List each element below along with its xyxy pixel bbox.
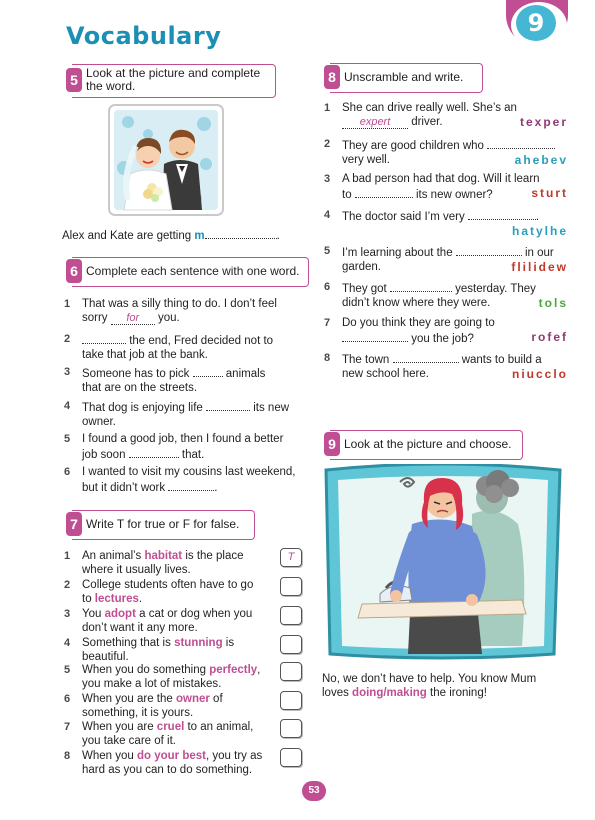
item-number: 4	[64, 637, 71, 649]
item-text: A bad person had that dog. Will it learn	[342, 173, 540, 185]
item-number: 1	[324, 102, 331, 114]
item-text: The doctor said I’m very	[342, 211, 468, 223]
exercise-5-sentence	[62, 228, 280, 244]
exercise-7-item-2	[64, 579, 310, 606]
exercise-8-item-2	[324, 138, 570, 167]
exercise-7-item-4	[64, 637, 310, 664]
item-number: 3	[64, 608, 71, 620]
item-text: .	[535, 211, 540, 223]
item-text: you.	[154, 311, 180, 324]
answer-blank[interactable]	[206, 400, 250, 411]
item-text: You	[82, 608, 105, 620]
highlighted-word: stunning	[174, 637, 223, 649]
highlighted-word: owner	[175, 693, 210, 705]
scrambled-word: flilidew	[511, 259, 568, 274]
item-text: is	[222, 637, 235, 649]
item-number: 6	[64, 466, 71, 478]
item-text: Something that is	[82, 637, 175, 649]
item-text: yesterday. They	[451, 283, 536, 295]
item-text: When you are the	[82, 693, 176, 705]
item-text: That was a silly thing to do. I don’t feel	[82, 298, 277, 310]
item-number: 4	[324, 209, 331, 221]
item-text: Do you think they are going to	[342, 317, 495, 329]
exercise-5-blank[interactable]	[205, 228, 277, 239]
exercise-9-number: 9	[324, 432, 340, 456]
item-number: 3	[64, 366, 71, 378]
highlighted-word: perfectly	[209, 664, 258, 676]
item-text: .	[214, 481, 218, 494]
answer-blank[interactable]	[468, 209, 536, 220]
item-text: didn’t know where they were.	[342, 296, 491, 309]
item-number: 2	[64, 579, 71, 591]
exercise-9-instruction: Look at the picture and choose.	[344, 437, 512, 451]
exercise-7-item-6	[64, 693, 310, 720]
true-false-box[interactable]	[280, 577, 302, 596]
item-text: When you are	[82, 721, 157, 733]
scrambled-word: hatylhe	[511, 223, 568, 238]
exercise-9-line-2-start: loves	[322, 686, 353, 699]
answer-blank[interactable]: expert	[342, 117, 408, 129]
exercise-7-number: 7	[66, 512, 82, 536]
item-text: very well.	[342, 153, 390, 166]
exercise-6-item-6	[64, 466, 314, 495]
exercise-8-instruction: Unscramble and write.	[344, 70, 464, 84]
item-number: 8	[64, 750, 71, 762]
true-false-box[interactable]	[280, 606, 302, 625]
scrambled-word: tols	[538, 295, 568, 310]
exercise-8-item-4	[324, 209, 570, 239]
item-number: 5	[64, 433, 71, 445]
scrambled-word: texper	[519, 114, 568, 129]
item-text: That dog is enjoying life	[82, 402, 207, 414]
item-text: to an animal,	[184, 721, 254, 733]
item-text: , you try as	[206, 750, 263, 762]
answer-blank[interactable]	[342, 331, 408, 342]
item-text: new school here.	[342, 367, 429, 380]
item-text: I wanted to visit my cousins last weekend,	[82, 466, 296, 478]
item-number: 5	[64, 664, 71, 676]
item-number: 3	[324, 173, 331, 185]
true-false-box[interactable]	[280, 748, 302, 767]
item-text: The town	[342, 354, 393, 366]
item-text: don’t want it any more.	[82, 621, 198, 634]
item-text: but it didn’t work	[82, 481, 169, 494]
answer-blank[interactable]	[82, 333, 126, 344]
item-text: its new	[250, 402, 290, 414]
item-text: ,	[257, 664, 261, 676]
scrambled-word: ahebev	[514, 152, 568, 167]
exercise-6-number: 6	[66, 259, 82, 283]
option-doing[interactable]: doing	[352, 686, 384, 699]
item-text: When you	[82, 750, 137, 762]
answer-blank[interactable]	[129, 447, 179, 458]
item-text: garden.	[342, 260, 382, 273]
item-text: to	[342, 188, 355, 201]
item-text: I’m learning about the	[342, 247, 456, 259]
exercise-5-sentence-end: .	[276, 230, 280, 242]
exercise-8-number: 8	[324, 65, 340, 89]
item-text: its new owner?	[412, 188, 493, 201]
exercise-5-number: 5	[66, 68, 82, 92]
exercise-6-item-4	[64, 400, 314, 429]
item-text: to	[82, 592, 95, 605]
item-text: sorry	[82, 311, 111, 324]
item-text: Someone has to pick	[82, 368, 193, 380]
true-false-box[interactable]	[280, 635, 302, 654]
page-number: 53	[302, 781, 326, 801]
item-text: wants to build a	[458, 354, 542, 366]
exercise-6-item-2	[64, 333, 314, 362]
item-text: the end, Fred decided not to	[126, 335, 274, 347]
answer-blank[interactable]	[168, 480, 214, 491]
exercise-7-item-5	[64, 664, 310, 691]
item-number: 6	[324, 281, 331, 293]
exercise-5-instruction: Look at the picture and complete the word.	[86, 66, 261, 93]
item-text: take that job at the bank.	[82, 348, 208, 361]
option-making[interactable]: making	[386, 686, 427, 699]
scrambled-word: niucclo	[511, 366, 568, 381]
exercise-7-item-8	[64, 750, 310, 777]
exercise-9-line-1: No, we don’t have to help. You know Mum	[322, 673, 537, 685]
item-text: They got	[342, 283, 390, 295]
exercise-7-instruction: Write T for true or F for false.	[86, 517, 240, 531]
true-false-box[interactable]	[280, 719, 302, 738]
answer-blank[interactable]	[355, 187, 413, 198]
item-text: is the place	[182, 550, 244, 562]
exercise-6-instruction: Complete each sentence with one word.	[86, 264, 300, 278]
item-text: job soon	[82, 448, 129, 461]
highlighted-word: habitat	[144, 550, 183, 562]
exercise-6-item-3	[64, 366, 314, 395]
item-text: you make a lot of mistakes.	[82, 677, 222, 690]
item-text: When you do something	[82, 664, 210, 676]
item-number: 7	[64, 721, 71, 733]
highlighted-word: adopt	[104, 608, 136, 620]
item-text: you take care of it.	[82, 734, 176, 747]
answer-blank[interactable]	[393, 352, 459, 363]
item-text: .	[138, 592, 143, 605]
exercise-7-item-3	[64, 608, 310, 635]
exercise-9-sentence	[322, 673, 572, 700]
item-text: hard as you can to do something.	[82, 763, 253, 776]
page-title: Vocabulary	[66, 22, 222, 50]
highlighted-word: lectures	[94, 592, 139, 605]
item-text: driver.	[408, 115, 443, 128]
item-text: that.	[178, 448, 205, 461]
item-text: beautiful.	[82, 650, 129, 663]
answer-blank[interactable]	[487, 138, 555, 149]
exercise-8-item-8	[324, 352, 570, 381]
item-number: 5	[324, 245, 331, 257]
item-text: a cat or dog when you	[135, 608, 253, 620]
highlighted-word: do your best	[136, 750, 206, 762]
scrambled-word: sturt	[531, 185, 568, 200]
answer-blank[interactable]	[390, 281, 452, 292]
item-text: owner.	[82, 415, 116, 428]
item-text: animals	[222, 368, 266, 380]
true-false-box[interactable]	[280, 662, 302, 681]
item-number: 2	[64, 333, 71, 345]
exercise-5-letter: m	[194, 230, 205, 242]
exercise-8-item-7	[324, 317, 570, 346]
exercise-8-item-5	[324, 245, 570, 274]
unit-number: 9	[516, 5, 556, 41]
exercise-9-line-2-end: the ironing!	[426, 686, 487, 699]
exercise-5-sentence-start: Alex and Kate are getting	[62, 230, 195, 242]
item-number: 7	[324, 317, 331, 329]
item-text: something, it is yours.	[82, 706, 194, 719]
item-text: you the job?	[408, 332, 474, 345]
item-text: An animal’s	[82, 550, 145, 562]
answer-blank[interactable]	[456, 245, 522, 256]
item-number: 2	[324, 138, 331, 150]
item-number: 1	[64, 550, 71, 562]
answer-blank[interactable]	[193, 366, 223, 377]
scrambled-word: rofef	[531, 329, 568, 344]
item-text: that are on the streets.	[82, 381, 198, 394]
highlighted-word: cruel	[156, 721, 185, 733]
item-number: 8	[324, 352, 331, 364]
wedding-picture	[108, 104, 224, 216]
exercise-8-item-1	[324, 102, 570, 129]
true-false-box[interactable]: T	[280, 548, 302, 567]
exercise-6-item-5	[64, 433, 314, 462]
ironing-picture	[322, 464, 564, 660]
item-text: in our	[521, 247, 554, 259]
item-text: I found a good job, then I found a better	[82, 433, 284, 445]
exercise-7-item-7	[64, 721, 310, 748]
item-number: 1	[64, 298, 71, 310]
item-number: 4	[64, 400, 71, 412]
item-number: 6	[64, 693, 71, 705]
exercise-7-item-1	[64, 550, 310, 577]
exercise-6-item-1	[64, 298, 314, 325]
option-separator: /	[383, 686, 387, 699]
item-text: College students often have to go	[82, 579, 254, 591]
answer-blank[interactable]: for	[111, 313, 155, 325]
item-text: of	[209, 693, 223, 705]
exercise-8-item-6	[324, 281, 570, 310]
true-false-box[interactable]	[280, 691, 302, 710]
exercise-8-item-3	[324, 173, 570, 202]
item-text: where it usually lives.	[82, 563, 191, 576]
item-text: They are good children who	[342, 140, 488, 152]
item-text: She can drive really well. She’s an	[342, 102, 517, 114]
